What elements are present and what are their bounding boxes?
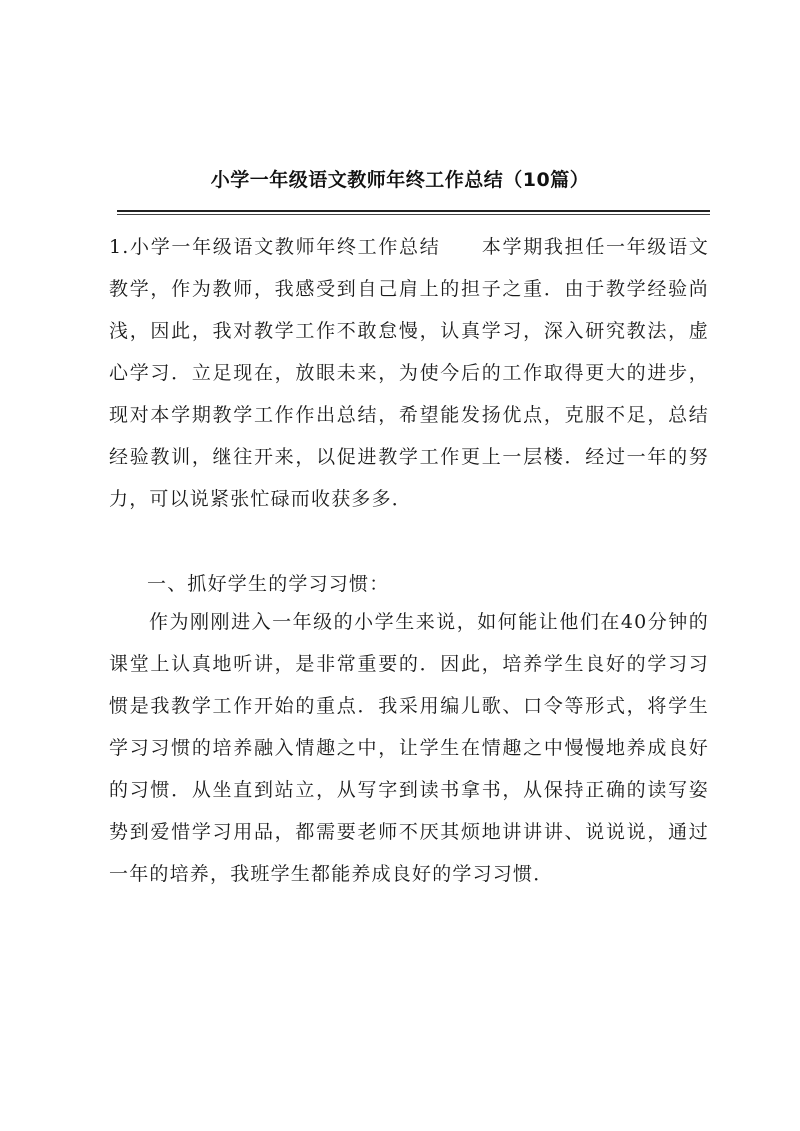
intro-paragraph: 1.小学一年级语文教师年终工作总结 本学期我担任一年级语文教学，作为教师，我感受到自己肩上的担子之重．由于教学经验尚浅，因此，我对教学工作不敢怠慢，认真学习，深入研究教法，虚心学习．立足现在，放眼未来，为使今后的工作取得更大的进步，现对本学期教学工作作出总结，希望能发扬优点，克服不足，总结经验教训，继往开来，以促进教学工作更上一层楼．经过一年的努力，可以说紧张忙碌而收获多多． bbox=[109, 236, 709, 510]
section-paragraph: 作为刚刚进入一年级的小学生来说，如何能让他们在40分钟的课堂上认真地听讲，是非常重要的．因此，培养学生良好的学习习惯是我教学工作开始的重点．我采用编儿歌、口令等形式，将学生学习习惯的培养融入情趣之中，让学生在情趣之中慢慢地养成良好的习惯．从坐直到站立，从写字到读书拿书，从保持正确的读写姿势到爱惜学习用品，都需要老师不厌其烦地讲讲讲、说说说，通过一年的培养，我班学生都能养成良好的学习习惯． bbox=[109, 611, 709, 885]
title-divider-thin bbox=[117, 214, 710, 215]
title-divider-thick bbox=[117, 210, 710, 212]
document-title: 小学一年级语文教师年终工作总结（10篇） bbox=[210, 169, 590, 191]
section-heading: 一、抓好学生的学习习惯： bbox=[147, 573, 390, 595]
